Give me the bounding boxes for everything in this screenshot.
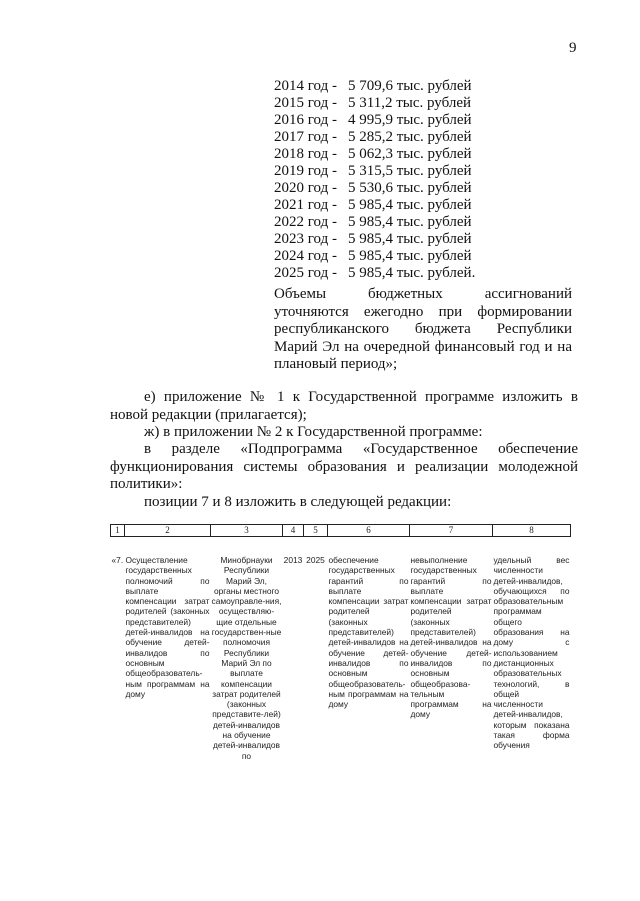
year-line [274,231,574,248]
year-amount: 5 985,4 тыс. рублей [348,248,472,264]
start-year-cell: 2013 [283,555,303,565]
indicator-cell: удельный вес численности детей-инвалидов, обучающихся по образовательным программам общего образования на дому с использованием дистанционных образовательных технологий, в общей численности детей-инвалидов, которым показана такая форма обучения [493,555,570,751]
year-line [274,214,574,231]
year-amount: 5 985,4 тыс. рублей [348,197,472,213]
column-header: 7 [410,525,493,537]
measure-name-cell: Осуществление государственных полномочий по выплате компенсации затрат родителей (законных представителей) детей-инвалидов на обучение детей-инвалидов по основным общеобразователь-ным программам на дому [125,555,210,699]
consequences-cell: невыполнение государственных гарантий по выплате компенсации затрат родителей (законных представителей) детей-инвалидов на обучение детей-инвалидов по основным общеобразова-тельным программам на дому [410,555,492,720]
column-header: 1 [111,525,125,537]
yearly-funding-list [274,78,574,282]
year-label: 2019 год - [274,163,337,179]
end-year-cell: 2025 [306,555,325,565]
table-row [111,537,571,761]
year-line [274,95,574,112]
paragraph-positions: позиции 7 и 8 изложить в следующей редакции: [144,494,452,510]
expected-result-cell: обеспечение государственных гарантий по выплате компенсации затрат родителей (законных представителей) детей-инвалидов на обучение детей-инвалидов по основным общеобразователь-ным программам на дому [328,555,409,710]
year-amount: 5 062,3 тыс. рублей [348,146,472,162]
year-label: 2014 год - [274,78,337,94]
year-label: 2018 год - [274,146,337,162]
year-line [274,112,574,129]
year-line [274,265,574,282]
year-amount: 5 709,6 тыс. рублей [348,78,472,94]
year-label: 2016 год - [274,112,337,128]
year-label: 2021 год - [274,197,337,213]
year-label: 2023 год - [274,231,337,247]
year-label: 2015 год - [274,95,337,111]
column-header: 2 [125,525,211,537]
year-label: 2017 год - [274,129,337,145]
column-header: 5 [304,525,328,537]
table-header-row [111,525,571,537]
year-amount: 5 985,4 тыс. рублей [348,231,472,247]
paragraph-e: е) приложение № 1 к Государственной программе изложить в новой редакции (прилагается); [110,389,578,423]
program-table [110,524,571,761]
year-amount: 5 285,2 тыс. рублей [348,129,472,145]
year-amount: 5 311,2 тыс. рублей [348,95,472,111]
year-amount: 5 315,5 тыс. рублей [348,163,472,179]
column-header: 4 [283,525,304,537]
page-number: 9 [569,40,577,56]
year-line [274,163,574,180]
year-label: 2024 год - [274,248,337,264]
year-line [274,248,574,265]
year-line [274,180,574,197]
year-line [274,129,574,146]
column-header: 8 [493,525,571,537]
budget-note: Объемы бюджетных ассигнований уточняются ежегодно при формировании республиканского бюджета Республики Марий Эл на очередной финансовый год и на плановый период»; [274,286,572,372]
year-label: 2020 год - [274,180,337,196]
responsible-executor-cell: Минобрнауки Республики Марий Эл, органы местного самоуправле-ния, осуществляю-щие отдельные государствен-ные полномочия Республики Марий Эл по выплате компенсации затрат родителей (законных представите-лей) детей-инвалидов на обучение детей-инвалидов по [211,555,282,761]
year-amount: 5 985,4 тыс. рублей. [348,265,476,281]
year-amount: 5 985,4 тыс. рублей [348,214,472,230]
paragraph-zh: ж) в приложении № 2 к Государственной программе: [144,424,483,440]
row-number-cell: «7. [111,555,124,565]
year-line [274,78,574,95]
year-line [274,197,574,214]
year-label: 2022 год - [274,214,337,230]
paragraph-section: в разделе «Подпрограмма «Государственное обеспечение функционирования системы образования и реализации молодежной политики»: [110,441,578,492]
year-amount: 5 530,6 тыс. рублей [348,180,472,196]
column-header: 6 [328,525,410,537]
year-line [274,146,574,163]
column-header: 3 [211,525,283,537]
year-label: 2025 год - [274,265,337,281]
year-amount: 4 995,9 тыс. рублей [348,112,472,128]
